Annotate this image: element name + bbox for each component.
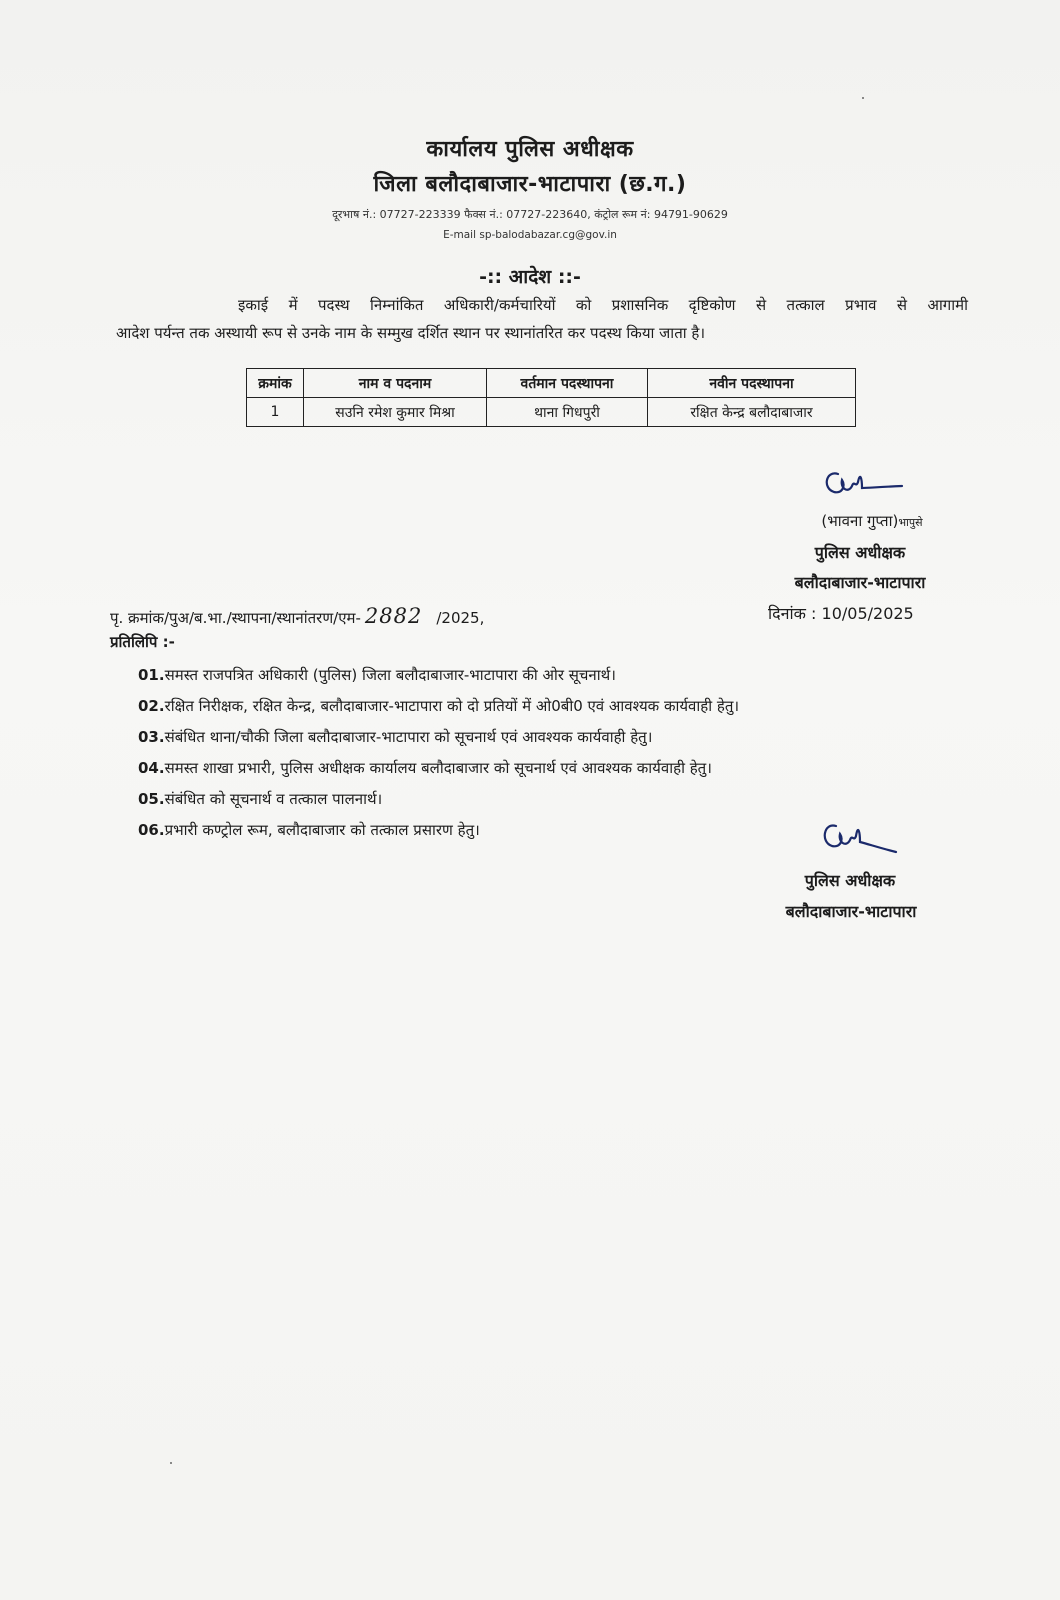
cell-new-posting: रक्षित केन्द्र बलौदाबाजार [648, 398, 856, 427]
order-body-line1: इकाई में पदस्थ निम्नांकित अधिकारी/कर्मचारियों को प्रशासनिक दृष्टिकोण से तत्काल प्रभाव से आगामी [238, 296, 968, 314]
list-item: 02.रक्षित निरीक्षक, रक्षित केन्द्र, बलौदाबाजार-भाटापारा को दो प्रतियों में ओ0बी0 एवं आवश्यक कार्यवाही हेतु। [138, 697, 740, 715]
cell-serial: 1 [247, 398, 304, 427]
col-header-serial: क्रमांक [247, 369, 304, 398]
table-row [247, 398, 856, 427]
list-item: 03.संबंधित थाना/चौकी जिला बलौदाबाजार-भाटापारा को सूचनार्थ एवं आवश्यक कार्यवाही हेतु। [138, 728, 653, 746]
signature-scribble-1 [818, 462, 908, 502]
order-body-line2: आदेश पर्यन्त तक अस्थायी रूप से उनके नाम के सम्मुख दर्शित स्थान पर स्थानांतरित कर पदस्थ किया जाता है। [116, 324, 706, 342]
office-title: कार्यालय पुलिस अधीक्षक [426, 137, 634, 162]
order-title: -:: आदेश ::- [479, 266, 581, 288]
order-date: दिनांक : 10/05/2025 [768, 604, 914, 623]
col-header-current-posting: वर्तमान पदस्थापना [487, 369, 648, 398]
copies-heading: प्रतिलिपि :- [110, 633, 175, 651]
contact-numbers: दूरभाष नं.: 07727-223339 फैक्स नं.: 07727-223640, कंट्रोल रूम नं: 94791-90629 [332, 208, 728, 221]
signatory-district: बलौदाबाजार-भाटापारा [794, 573, 926, 592]
signatory2-district: बलौदाबाजार-भाटापारा [785, 902, 917, 921]
table-header-row [247, 369, 856, 398]
cell-current-posting: थाना गिधपुरी [487, 398, 648, 427]
list-item: 06.प्रभारी कण्ट्रोल रूम, बलौदाबाजार को तत्काल प्रसारण हेतु। [138, 821, 480, 839]
reference-number: पृ. क्रमांक/पुअ/ब.भा./स्थापना/स्थानांतरण/एम- 2882 /2025, [110, 604, 485, 628]
signatory-name: (भावना गुप्ता)भापुसे [821, 512, 923, 530]
speck [862, 97, 864, 99]
list-item: 01.समस्त राजपत्रित अधिकारी (पुलिस) जिला बलौदाबाजार-भाटापारा की ओर सूचनार्थ। [138, 666, 616, 684]
cell-name: सउनि रमेश कुमार मिश्रा [304, 398, 487, 427]
speck [170, 1462, 172, 1464]
email-address: E-mail sp-balodabazar.cg@gov.in [443, 229, 617, 241]
transfer-table [246, 368, 856, 427]
signatory-designation: पुलिस अधीक्षक [814, 543, 906, 562]
signature-scribble-2 [816, 814, 906, 858]
district-title: जिला बलौदाबाजार-भाटापारा (छ.ग.) [373, 172, 687, 197]
list-item: 05.संबंधित को सूचनार्थ व तत्काल पालनार्थ। [138, 790, 383, 808]
copies-list [138, 660, 739, 846]
order-body [116, 291, 968, 347]
list-item: 04.समस्त शाखा प्रभारी, पुलिस अधीक्षक कार्यालय बलौदाबाजार को सूचनार्थ एवं आवश्यक कार्यवाही हेतु। [138, 759, 712, 777]
col-header-name: नाम व पदनाम [304, 369, 487, 398]
reference-handwritten-number: 2882 [364, 604, 423, 628]
col-header-new-posting: नवीन पदस्थापना [648, 369, 856, 398]
signatory2-designation: पुलिस अधीक्षक [804, 871, 896, 890]
